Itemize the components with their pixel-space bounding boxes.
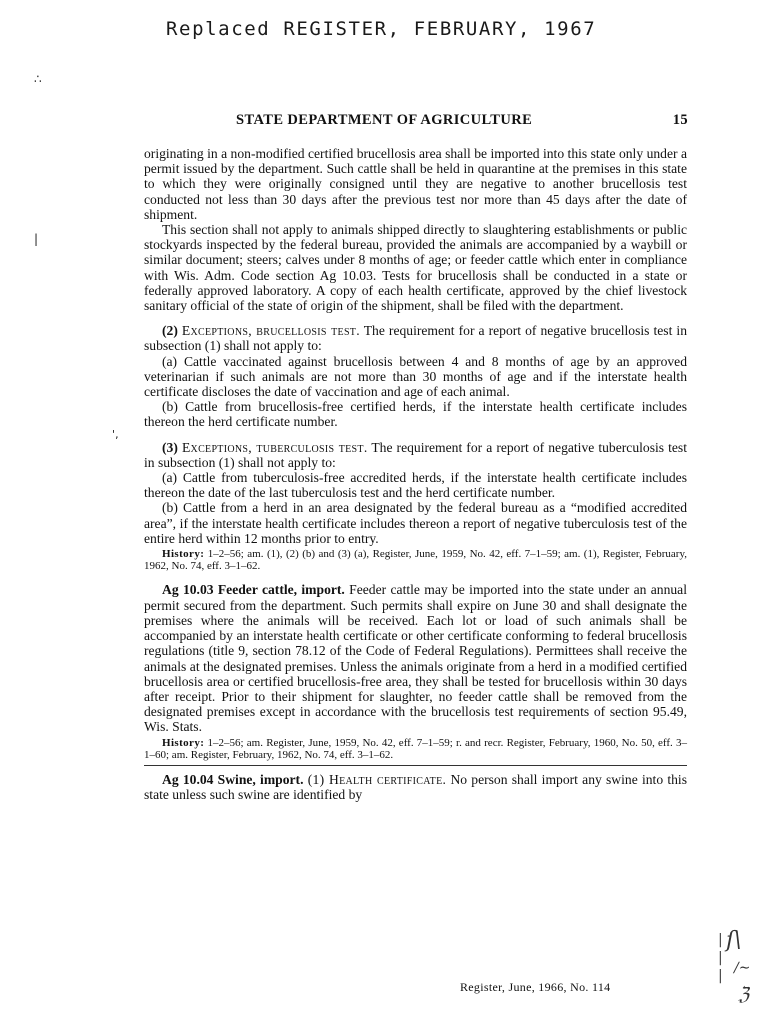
replaced-register-stamp: Replaced REGISTER, FEBRUARY, 1967: [166, 18, 597, 40]
history-text-1: 1–2–56; am. (1), (2) (b) and (3) (a), Register, June, 1959, No. 42, eff. 7–1–59; am. (1), Register, February, 1962, No. 74, eff. 3–1–62.: [144, 548, 688, 573]
handwritten-mark: ∕∼: [734, 960, 751, 976]
section-ag-10-04-subheading: (1) Health certificate.: [307, 771, 447, 787]
section-ag-10-04: [144, 772, 687, 802]
history-label-1: History:: [162, 548, 205, 561]
subsection-2-heading: Exceptions, brucellosis test.: [181, 323, 360, 339]
section-ag-10-04-heading: Ag 10.04 Swine, import.: [162, 771, 304, 787]
paragraph-continuation: originating in a non-modified certified brucellosis area shall be imported into this state only under a permit issued by the department. Such cattle shall be held in quarantine at the premises in this state to which they were originally consigned until they are negative to another brucellosis test conducted not less than 30 days after the previous test nor more than 45 days after the date of shipment.: [144, 146, 687, 222]
subsection-3-tuberculosis: [144, 440, 687, 470]
subsection-3-heading: Exceptions, tuberculosis test.: [181, 439, 368, 455]
margin-bracket: |: [718, 968, 723, 984]
subsection-2-label: (2): [162, 323, 178, 339]
subsection-3-label: (3): [162, 439, 178, 455]
history-label-2: History:: [162, 736, 205, 749]
section-ag-10-03: [144, 582, 687, 734]
subsection-3-text: The requirement for a report of negative tuberculosis test in subsection (1) shall not apply to:: [144, 439, 687, 470]
section-ag-10-03-text: Feeder cattle may be imported into the state under an annual permit secured from the department. Such permits shall expire on June 30 and shall designate the premises where the animals will be received. Each lot or load of such animals shall be accompanied by an interstate health certificate or other certificate conforming to federal brucellosis regulations (title 9, section 78.12 of the Code of Federal Regulations). Permittees shall receive the animals at the designated premises. Unless the animals originate from a herd in a modified certified brucellosis area or certified brucellosis-free area, they shall be tested for brucellosis within 30 days after receipt. Prior to their shipment for slaughter, no feeder cattle shall be removed from the designated premises except in accordance with the brucellosis test requirements of section 95.49, Wis. Stats.: [144, 582, 687, 735]
handwritten-mark: ſ\: [726, 928, 742, 953]
running-head: [236, 112, 688, 129]
history-note-1: [144, 548, 687, 572]
subsection-3b: (b) Cattle from a herd in an area designated by the federal bureau as a “modified accredited area”, if the interstate health certificate includes thereon a report of negative tuberculosis test of the entire herd within 12 months prior to entry.: [144, 500, 687, 546]
margin-mark: '‚: [112, 428, 119, 441]
margin-bracket: |: [718, 950, 723, 966]
subsection-2a: (a) Cattle vaccinated against brucellosis between 4 and 8 months of age by an approved veterinarian if such animals are not more than 30 months of age and if the interstate health certificate discloses the date of vaccination and age of each animal.: [144, 353, 687, 400]
section-ag-10-04-text: No person shall import any swine into this state unless such swine are identified by: [144, 771, 687, 803]
history-text-2: 1–2–56; am. Register, June, 1959, No. 42, eff. 7–1–59; r. and recr. Register, February, 1960, No. 50, eff. 3–1–60; am. Register, February, 1962, No. 74, eff. 3–1–62.: [144, 736, 687, 761]
handwritten-mark: ℨ: [738, 984, 750, 1005]
subsection-2-brucellosis: [144, 323, 687, 353]
margin-mark: ∴: [34, 72, 42, 86]
register-footer: Register, June, 1966, No. 114: [460, 980, 611, 994]
margin-bracket: |: [718, 932, 723, 948]
subsection-3a: (a) Cattle from tuberculosis-free accredited herds, if the interstate health certificate includes thereon the date of the last tuberculosis test and the herd certificate number.: [144, 470, 687, 501]
section-divider: [144, 765, 687, 766]
page-body: [144, 146, 687, 802]
running-head-title: STATE DEPARTMENT OF AGRICULTURE: [236, 112, 533, 128]
history-note-2: [144, 737, 687, 761]
subsection-2-text: The requirement for a report of negative brucellosis test in subsection (1) shall not apply to:: [144, 323, 687, 354]
margin-mark: |: [34, 232, 39, 246]
paragraph-exemptions: This section shall not apply to animals shipped directly to slaughtering establishments or public stockyards inspected by the federal bureau, provided the animals are accompanied by a waybill or similar document; steers; calves under 8 months of age; or feeder cattle which enter in compliance with Wis. Adm. Code section Ag 10.03. Tests for brucellosis shall be conducted in a state or federally approved laboratory. A copy of each health certificate, approved by the chief livestock sanitary official of the state of origin of the shipment, shall be filed with the department.: [144, 222, 687, 314]
subsection-2b: (b) Cattle from brucellosis-free certified herds, if the interstate health certificate includes thereon the herd certificate number.: [144, 399, 687, 430]
section-ag-10-03-heading: Ag 10.03 Feeder cattle, import.: [162, 582, 345, 598]
page-number: 15: [672, 112, 688, 128]
